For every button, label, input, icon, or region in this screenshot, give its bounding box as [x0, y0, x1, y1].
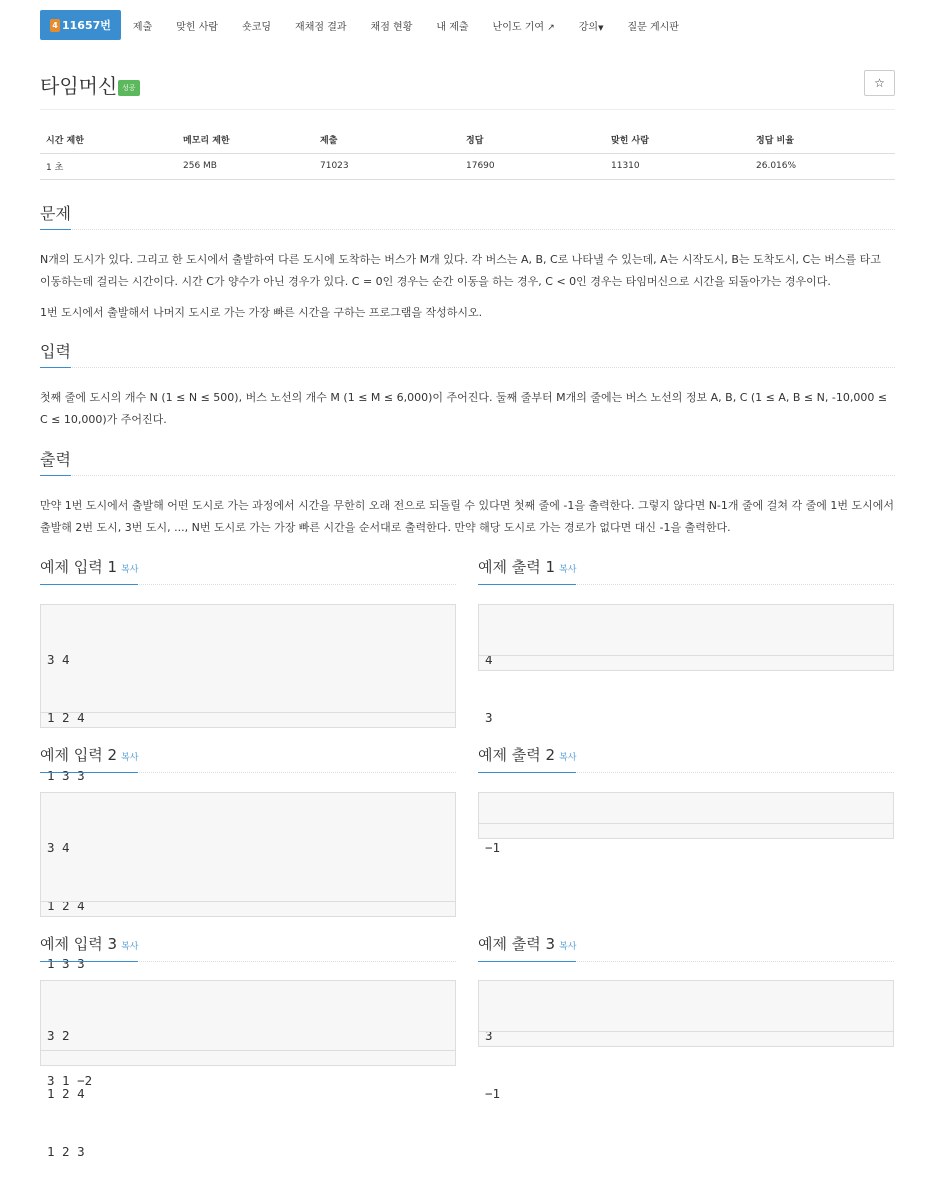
sample-output-1-title-wrap — [478, 556, 576, 585]
problem-id-tab[interactable] — [40, 10, 121, 40]
sample-output-3-header — [478, 933, 894, 962]
code-line: 3 — [485, 710, 493, 726]
problem-section-header — [40, 201, 895, 230]
code-footer — [479, 823, 893, 838]
code-line: 3 2 — [47, 1027, 70, 1043]
status-badge: 성공 — [118, 80, 140, 96]
copy-button[interactable]: 복사 — [559, 942, 577, 952]
sample-output-1 — [478, 604, 894, 726]
output-section-title: 출력 — [40, 447, 71, 476]
sample-output-3-title-wrap — [478, 933, 576, 962]
copy-button[interactable]: 복사 — [121, 942, 139, 952]
value-accept-ratio: 26.016% — [750, 153, 895, 179]
header-memory-limit: 메모리 제한 — [177, 126, 314, 153]
input-section-title: 입력 — [40, 339, 71, 368]
code-line: 1 2 4 — [47, 898, 85, 914]
code-line: 1 2 3 — [47, 1144, 85, 1160]
problem-title: 타임머신 — [40, 74, 118, 98]
input-section-header — [40, 339, 895, 368]
code-line: 1 2 4 — [47, 1086, 85, 1102]
sample-output-2-title: 예제 출력 2 — [478, 746, 556, 764]
sample-input-1-header — [40, 556, 456, 585]
nav-solved-users[interactable]: 맞힌 사람 — [176, 21, 219, 33]
problem-nav — [40, 10, 691, 40]
code-footer — [41, 712, 455, 727]
nav-rejudge-results[interactable]: 재채점 결과 — [295, 21, 347, 33]
problem-id-label: 11657번 — [62, 19, 111, 32]
header-accepted: 정답 — [460, 126, 605, 153]
problem-info-table — [40, 126, 895, 180]
value-memory-limit: 256 MB — [177, 153, 314, 179]
header-solved-users: 맞힌 사람 — [605, 126, 750, 153]
copy-button[interactable]: 복사 — [559, 565, 577, 575]
problem-section-title: 문제 — [40, 201, 71, 230]
code-line: 3 4 — [47, 651, 70, 667]
code-line: 1 2 4 — [47, 710, 85, 726]
nav-question-board[interactable]: 질문 게시판 — [627, 21, 679, 33]
sample-output-3 — [478, 980, 894, 1102]
input-description: 첫째 줄에 도시의 개수 N (1 ≤ N ≤ 500), 버스 노선의 개수 M (1 ≤ M ≤ 6,000)이 주어진다. 둘째 줄부터 M개의 줄에는 버스 노선의 정보 A, B, C (1 ≤ A, B ≤ N, -10,000 ≤ C ≤ 10,000)가 주어진다. — [40, 391, 888, 426]
header-submissions: 제출 — [314, 126, 460, 153]
nav-difficulty-contribution[interactable] — [481, 18, 567, 33]
code-line: −1 — [485, 1086, 501, 1102]
code-footer — [41, 1050, 455, 1065]
star-button[interactable]: ☆ — [864, 70, 895, 96]
sample-output-2 — [478, 792, 894, 855]
header-time-limit: 시간 제한 — [40, 126, 177, 153]
copy-button[interactable]: 복사 — [121, 753, 139, 763]
external-link-icon: ↗ — [547, 22, 555, 33]
caret-down-icon: ▼ — [598, 23, 604, 32]
nav-short-coding[interactable]: 숏코딩 — [242, 21, 272, 33]
sample-input-3-title-wrap — [40, 933, 138, 962]
tier-badge-icon: 4 — [50, 19, 60, 32]
problem-description-2: 1번 도시에서 출발해서 나머지 도시로 가는 가장 빠른 시간을 구하는 프로그램을 작성하시오. — [40, 306, 483, 319]
output-section-header — [40, 447, 895, 476]
sample-input-2-title: 예제 입력 2 — [40, 746, 118, 764]
sample-output-2-header — [478, 744, 894, 773]
nav-submit[interactable]: 제출 — [132, 21, 153, 33]
header-accept-ratio: 정답 비율 — [750, 126, 895, 153]
nav-status[interactable]: 채점 현황 — [370, 21, 413, 33]
value-solved-users: 11310 — [605, 153, 750, 179]
value-time-limit: 1 초 — [40, 153, 177, 179]
problem-header — [40, 68, 895, 110]
copy-button[interactable]: 복사 — [559, 753, 577, 763]
sample-input-3-header — [40, 933, 456, 962]
sample-output-1-header — [478, 556, 894, 585]
sample-input-3-title: 예제 입력 3 — [40, 935, 118, 953]
info-header-row — [40, 126, 895, 153]
sample-output-1-title: 예제 출력 1 — [478, 558, 556, 576]
code-footer — [479, 1031, 893, 1046]
value-submissions: 71023 — [314, 153, 460, 179]
value-accepted: 17690 — [460, 153, 605, 179]
sample-output-2-title-wrap — [478, 744, 576, 773]
copy-button[interactable]: 복사 — [121, 565, 139, 575]
nav-lectures[interactable] — [567, 18, 616, 33]
code-line: −1 — [485, 839, 501, 855]
code-line: 3 4 — [47, 839, 70, 855]
code-line: 1 3 3 — [47, 956, 85, 972]
code-footer — [479, 655, 893, 670]
code-footer — [41, 901, 455, 916]
code-line: 3 — [485, 1027, 493, 1043]
output-description: 만약 1번 도시에서 출발해 어떤 도시로 가는 과정에서 시간을 무한히 오래 전으로 되돌릴 수 있다면 첫째 줄에 -1을 출력한다. 그렇지 않다면 N-1개 줄에 걸쳐 각 줄에 1번 도시에서 출발해 2번 도시, 3번 도시, ..., N번 도시로 가는 가장 빠른 시간을 순서대로 출력한다. 만약 해당 도시로 가는 경로가 없다면 대신 -1을 출력한다. — [40, 499, 895, 534]
sample-input-1-title-wrap — [40, 556, 138, 585]
sample-input-1-title: 예제 입력 1 — [40, 558, 118, 576]
sample-output-3-title: 예제 출력 3 — [478, 935, 556, 953]
nav-lectures-label: 강의 — [578, 21, 599, 33]
code-line: 3 1 −2 — [47, 1072, 93, 1088]
problem-description-1: N개의 도시가 있다. 그리고 한 도시에서 출발하여 다른 도시에 도착하는 버스가 M개 있다. 각 버스는 A, B, C로 나타낼 수 있는데, A는 시작도시, B는 도착도시, C는 버스를 타고 이동하는데 걸리는 시간이다. 시간 C가 양수가 아닌 경우가 있다. C = 0인 경우는 순간 이동을 하는 경우, C < 0인 경우는 타임머신으로 시간을 되돌아가는 경우이다. — [40, 253, 881, 288]
nav-my-submissions[interactable]: 내 제출 — [436, 21, 469, 33]
code-line: 4 — [485, 651, 493, 667]
nav-difficulty-label: 난이도 기여 — [492, 21, 545, 33]
code-line: 1 3 3 — [47, 768, 85, 784]
sample-input-2-title-wrap — [40, 744, 138, 773]
sample-input-2-header — [40, 744, 456, 773]
info-value-row — [40, 153, 895, 179]
